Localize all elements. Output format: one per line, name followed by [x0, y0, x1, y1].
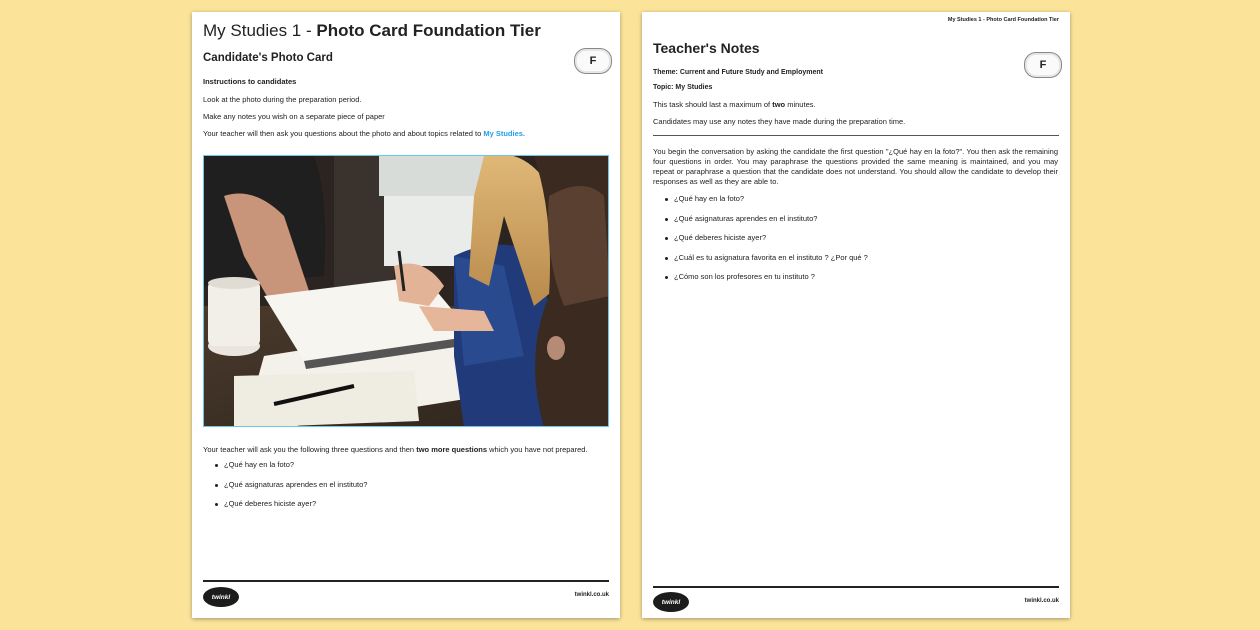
list-item: ¿Cuál es tu asignatura favorita en el instituto ? ¿Por qué ?	[665, 254, 868, 262]
notes-line: Candidates may use any notes they have made during the preparation time.	[653, 117, 906, 126]
twinkl-logo: twinkl	[203, 587, 239, 607]
list-item: ¿Qué hay en la foto?	[215, 461, 367, 469]
list-item: ¿Qué deberes hiciste ayer?	[215, 500, 367, 508]
section-divider	[653, 135, 1059, 136]
page-title: Teacher's Notes	[653, 40, 760, 56]
footer-divider	[653, 586, 1059, 588]
list-item: ¿Qué deberes hiciste ayer?	[665, 234, 868, 242]
instruction-line: Your teacher will then ask you questions about the photo and about topics related to My Studies.	[203, 129, 526, 138]
duration-line: This task should last a maximum of two minutes.	[653, 100, 816, 109]
instructions-heading: Instructions to candidates	[203, 77, 297, 86]
teachers-notes-page	[642, 12, 1070, 618]
footer-url: twinkl.co.uk	[574, 592, 609, 598]
my-studies-link[interactable]: My Studies.	[483, 129, 526, 138]
footer-divider	[203, 580, 609, 582]
page-subtitle: Candidate's Photo Card	[203, 52, 333, 64]
list-item: ¿Qué hay en la foto?	[665, 195, 868, 203]
footer-url: twinkl.co.uk	[1024, 598, 1059, 604]
instruction-line: Look at the photo during the preparation period.	[203, 95, 362, 104]
study-photo	[203, 155, 609, 427]
photo-card-page	[192, 12, 620, 618]
question-list	[665, 195, 868, 293]
questions-intro: Your teacher will ask you the following three questions and then two more questions which you have not prepared.	[203, 445, 588, 454]
running-header: My Studies 1 - Photo Card Foundation Tier	[947, 17, 1059, 23]
list-item: ¿Cómo son los profesores en tu instituto ?	[665, 273, 868, 281]
topic-line: Topic: My Studies	[653, 84, 713, 91]
instruction-line: Make any notes you wish on a separate piece of paper	[203, 112, 385, 121]
tier-badge: F	[574, 48, 612, 74]
page-title: My Studies 1 - Photo Card Foundation Tier	[203, 21, 541, 40]
study-photo-illustration	[204, 156, 609, 427]
theme-line: Theme: Current and Future Study and Employment	[653, 69, 823, 76]
list-item: ¿Qué asignaturas aprendes en el instituto?	[215, 481, 367, 489]
question-list	[215, 461, 367, 520]
list-item: ¿Qué asignaturas aprendes en el instituto?	[665, 215, 868, 223]
tier-badge: F	[1024, 52, 1062, 78]
twinkl-logo: twinkl	[653, 592, 689, 612]
instructions-paragraph: You begin the conversation by asking the candidate the first question "¿Qué hay en la foto?". You then ask the remaining four questions in order. You may paraphrase the questions provided the same meaning is maintained, and you may repeat or paraphrase a question that the candidate does not understand. You should allow the candidate to develop their responses as well as they are able to.	[653, 147, 1058, 186]
